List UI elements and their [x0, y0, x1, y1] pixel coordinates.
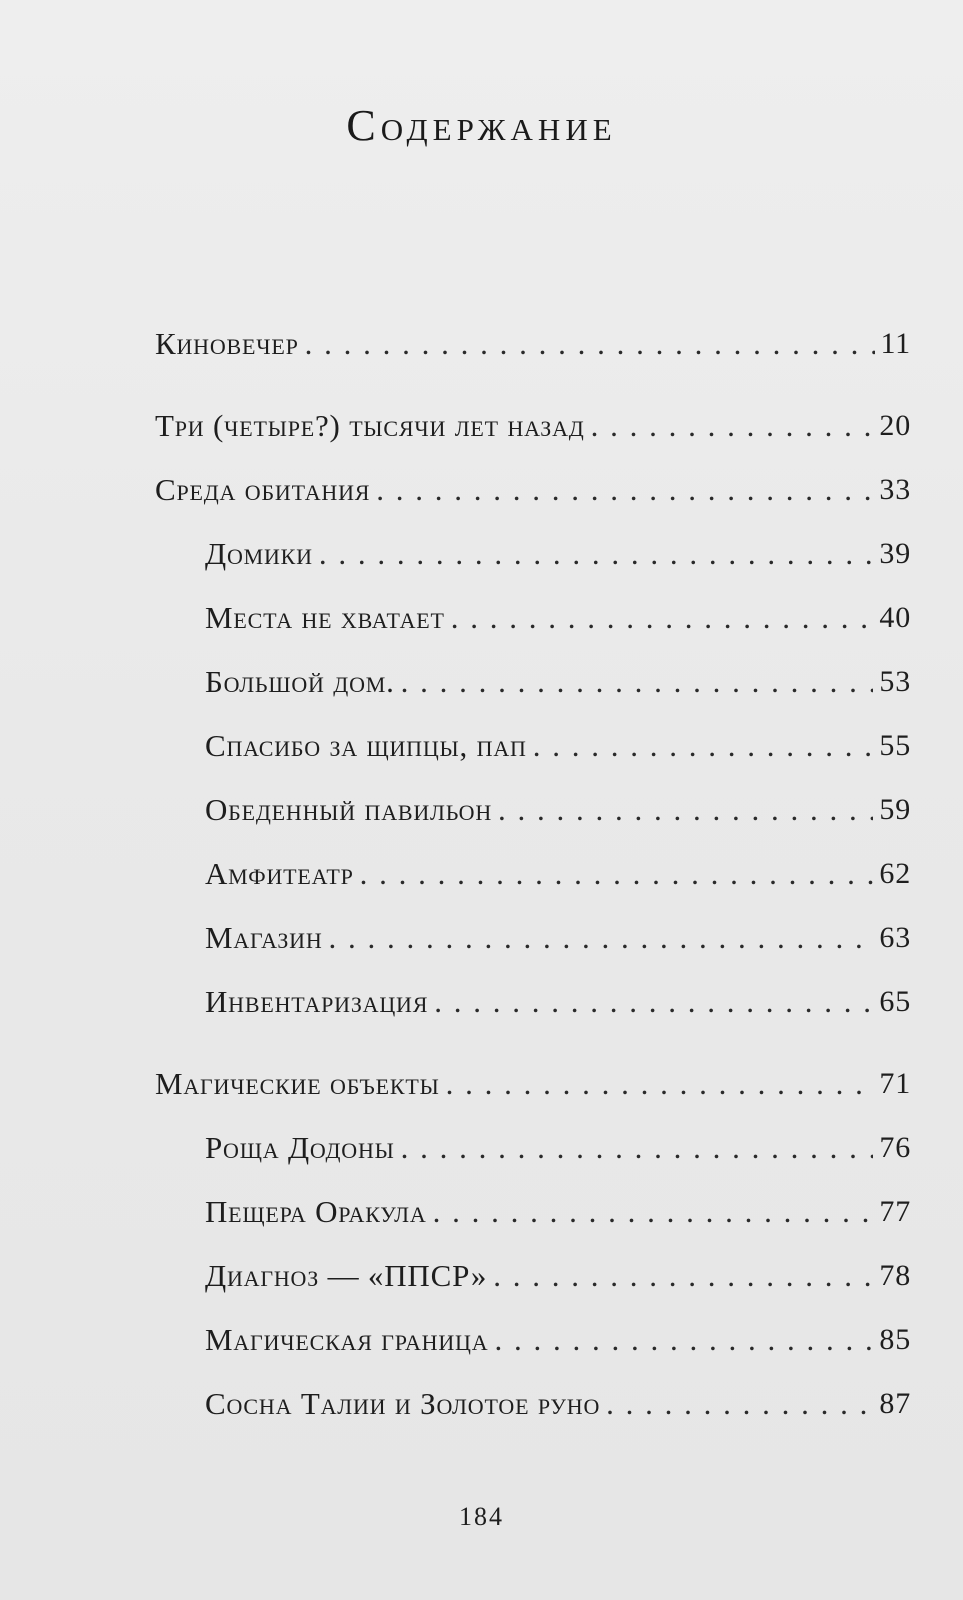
toc-entry-label: Среда обитания — [155, 472, 371, 507]
toc-entry-page: 20 — [879, 409, 911, 442]
dot-leader — [305, 326, 875, 362]
toc-entry-page: 62 — [879, 857, 911, 890]
toc-subentry — [155, 778, 911, 842]
toc-subentry — [155, 1372, 911, 1436]
dot-leader — [494, 1322, 873, 1358]
toc-entry-label: Инвентаризация — [205, 984, 429, 1019]
page-number: 184 — [459, 1502, 504, 1531]
dot-leader — [446, 1066, 874, 1102]
page-title: Содержание — [346, 101, 617, 150]
toc-subentry — [155, 970, 911, 1034]
dot-leader — [319, 536, 874, 572]
dot-leader — [329, 920, 874, 956]
toc-entry — [155, 394, 911, 458]
toc-entry-label: Роща Додоны — [205, 1130, 395, 1165]
toc-entry-page: 40 — [879, 601, 911, 634]
toc-subentry — [155, 586, 911, 650]
toc-entry-page: 78 — [879, 1259, 911, 1292]
table-of-contents — [155, 312, 911, 1436]
dot-leader — [376, 472, 873, 508]
toc-entry-label: Магические объекты — [155, 1066, 440, 1101]
dot-leader — [493, 1258, 873, 1294]
dot-leader — [591, 408, 874, 444]
dot-leader — [606, 1386, 873, 1422]
toc-entry — [155, 1052, 911, 1116]
toc-entry-page: 71 — [879, 1067, 911, 1100]
dot-leader — [360, 856, 874, 892]
toc-subentry — [155, 650, 911, 714]
toc-entry-page: 85 — [879, 1323, 911, 1356]
toc-entry-label: Три (четыре?) тысячи лет назад — [155, 408, 585, 443]
toc-entry-page: 53 — [879, 665, 911, 698]
toc-entry-page: 33 — [879, 473, 911, 506]
toc-entry-label: Сосна Талии и Золотое руно — [205, 1386, 601, 1421]
toc-entry-label: Магическая граница — [205, 1322, 489, 1357]
toc-entry — [155, 458, 911, 522]
toc-entry-label: Спасибо за щипцы, пап — [205, 728, 527, 763]
toc-entry-page: 63 — [879, 921, 911, 954]
toc-entry-page: 87 — [879, 1387, 911, 1420]
toc-entry — [155, 312, 911, 376]
toc-entry-label: Большой дом. — [205, 664, 395, 699]
toc-entry-label: Пещера Оракула — [205, 1194, 427, 1229]
dot-leader — [451, 600, 874, 636]
dot-leader — [401, 1130, 874, 1166]
toc-entry-page: 59 — [879, 793, 911, 826]
toc-entry-label: Места не хватает — [205, 600, 445, 635]
dot-leader — [434, 984, 873, 1020]
dot-leader — [433, 1194, 874, 1230]
toc-subentry — [155, 714, 911, 778]
dot-leader — [533, 728, 874, 764]
toc-subentry — [155, 906, 911, 970]
toc-entry-label: Диагноз — «ППСР» — [205, 1258, 488, 1293]
toc-entry-page: 39 — [879, 537, 911, 570]
toc-entry-label: Киновечер — [155, 326, 299, 361]
toc-entry-page: 55 — [879, 729, 911, 762]
toc-subentry — [155, 842, 911, 906]
toc-subentry — [155, 1308, 911, 1372]
toc-subentry — [155, 1116, 911, 1180]
dot-leader — [401, 664, 874, 700]
toc-entry-label: Домики — [205, 536, 313, 571]
toc-entry-label: Магазин — [205, 920, 323, 955]
toc-entry-label: Амфитеатр — [205, 856, 354, 891]
toc-entry-page: 77 — [879, 1195, 911, 1228]
dot-leader — [498, 792, 873, 828]
toc-entry-page: 11 — [880, 327, 911, 360]
toc-subentry — [155, 522, 911, 586]
toc-entry-page: 76 — [879, 1131, 911, 1164]
toc-subentry — [155, 1244, 911, 1308]
toc-entry-page: 65 — [879, 985, 911, 1018]
toc-subentry — [155, 1180, 911, 1244]
toc-entry-label: Обеденный павильон — [205, 792, 493, 827]
